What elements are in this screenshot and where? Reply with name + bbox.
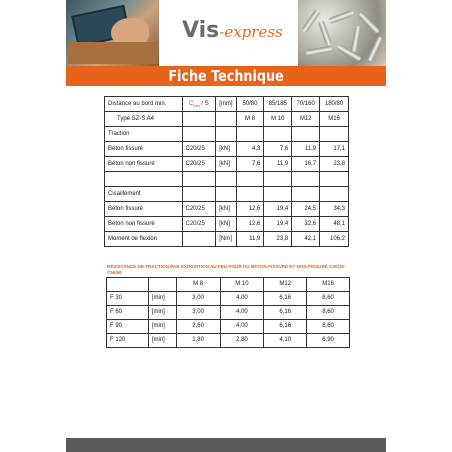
table-row: [105, 172, 349, 187]
fire-resistance-table: [106, 277, 350, 348]
header-label: Distance au bord min.: [105, 97, 183, 112]
section-traction: Traction: [105, 127, 183, 142]
type-label: Type SZ-S A4: [105, 112, 183, 127]
logo-suffix: -express: [219, 23, 283, 41]
load-table: [104, 96, 349, 247]
logo-main: Vis: [182, 18, 220, 43]
table-row: F 60 [min] 3,00 4,00 6,16 8,60: [107, 306, 350, 320]
table-row: F 90 [min] 2,60 4,00 6,16 8,60: [107, 320, 350, 334]
table-row: Type SZ-S A4 M 8 M 10 M12 M16: [105, 112, 349, 127]
section-cisaillement: Cisaillement: [105, 187, 183, 202]
table-row: [105, 127, 349, 142]
table-row: Béton non fissuré C20/25 [kN] 12,6 19,4 32,6 48,1: [105, 217, 349, 232]
table-row: F 30 [min] 3,00 4,00 6,16 8,60: [107, 292, 350, 306]
table-row: Béton fissuré C20/25 [kN] 4,3 7,6 11,9 17,1: [105, 142, 349, 157]
tools-photo: [66, 0, 159, 66]
table-row: M 8 M 10 M12 M16: [107, 278, 350, 292]
brand-logo: [182, 18, 283, 43]
screws-photo: [298, 0, 386, 66]
edge-distance-header: $C_{min}$ / S: [182, 97, 216, 112]
table-row: Distance au bord min. $C_{min}$ / S [mm] 50/80 85/185 70/160 180/80: [105, 97, 349, 112]
title-bar: [66, 66, 386, 86]
unit-header: [mm]: [216, 97, 236, 112]
fire-table-title: RÉSISTANCE DE TRACTION PAR EXPOSITION AU FEU POUR DU BÉTON FISSURÉ ET NON FISSURÉ C20/25-C50/60: [107, 264, 346, 275]
table-row: [105, 187, 349, 202]
page-title: Fiche Technique: [168, 67, 284, 85]
header-banner: [66, 0, 386, 66]
datasheet-page: [66, 0, 386, 452]
table-row: Moment de flexion [Nm] 11,9 23,8 42,1 106,2: [105, 232, 349, 247]
table-row: F 120 [min] 1,80 2,80 4,10 6,90: [107, 334, 350, 348]
table-row: Béton non fissuré C20/25 [kN] 7,6 11,9 16,7 23,8: [105, 157, 349, 172]
footer-bar: [66, 438, 386, 452]
table-row: Béton fissuré C20/25 [kN] 12,6 19,4 24,5 34,3: [105, 202, 349, 217]
